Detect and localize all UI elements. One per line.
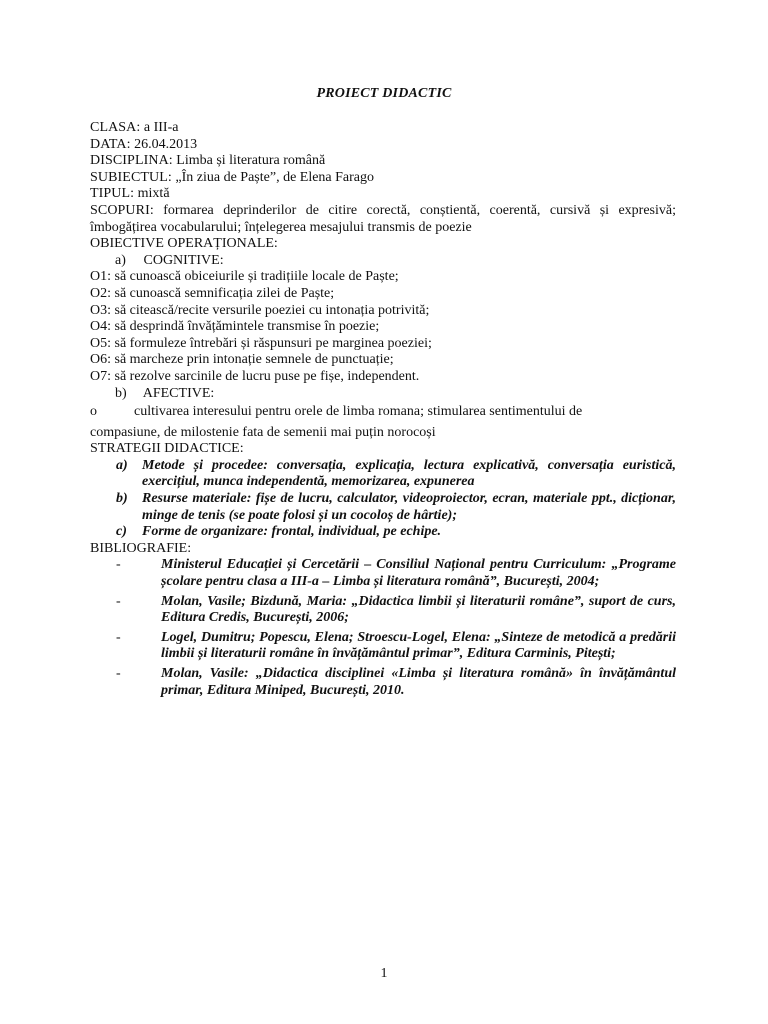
strategy-marker: b) xyxy=(116,491,128,507)
objective-text: să rezolve sarcinile de lucru puse pe fișe, independent. xyxy=(114,368,420,384)
dash-bullet-icon: - xyxy=(116,557,121,573)
disciplina-label: DISCIPLINA: xyxy=(90,153,173,169)
subiectul-line xyxy=(90,170,676,187)
objective-text: să cunoască semnificația zilei de Paște; xyxy=(114,285,335,301)
bibliography-item xyxy=(90,557,676,590)
objective-code: O2: xyxy=(90,285,111,301)
objective-code: O4: xyxy=(90,319,111,335)
objective-text: să marcheze prin intonație semnele de punctuație; xyxy=(114,352,394,368)
cognitive-subheading xyxy=(90,253,676,270)
strategy-marker: c) xyxy=(116,524,127,540)
dash-bullet-icon: - xyxy=(116,666,121,681)
bullet-circle-icon: o xyxy=(90,404,97,420)
affective-subheading xyxy=(90,386,676,403)
strategy-item xyxy=(90,491,676,524)
disciplina-line xyxy=(90,153,676,170)
bibliography-item xyxy=(90,594,676,627)
objective-item xyxy=(90,269,676,286)
page-number: 1 xyxy=(380,966,388,981)
strategy-text: Metode și procedee: conversația, explicația, lectura explicativă, conversația euristică, exercițiul, munca independentă, memorizarea, expunerea xyxy=(142,457,676,490)
bibliography-text: Ministerul Educației și Cercetării – Consiliul Național pentru Curriculum: „Programe școlare pentru clasa a III-a – Limba și literatura română”, București, 2004; xyxy=(161,557,676,590)
objective-text: să cunoască obiceiurile și tradițiile locale de Paște; xyxy=(114,269,399,285)
clasa-line xyxy=(90,120,676,137)
tipul-value: mixtă xyxy=(137,186,170,202)
clasa-value: a III-a xyxy=(143,120,179,135)
affective-label: AFECTIVE: xyxy=(142,385,215,401)
clasa-label: CLASA: xyxy=(90,120,141,135)
objective-code: O5: xyxy=(90,335,111,351)
objective-item xyxy=(90,303,676,320)
scopuri-paragraph xyxy=(90,203,676,236)
document-body xyxy=(90,120,676,699)
bibliography-text: Molan, Vasile: „Didactica disciplinei «Limba și literatura română» în învățământul primar, Editura Miniped, București, 2010. xyxy=(161,666,676,698)
objective-item xyxy=(90,319,676,336)
objective-code: O6: xyxy=(90,352,111,368)
strategy-text: Forme de organizare: frontal, individual, pe echipe. xyxy=(142,524,442,540)
tipul-line xyxy=(90,186,676,203)
document-title: PROIECT DIDACTIC xyxy=(316,86,452,101)
bibliography-heading: BIBLIOGRAFIE: xyxy=(90,540,192,556)
affective-text-line2: compasiune, de milostenie fata de semenii mai puțin norocoși xyxy=(90,424,436,440)
data-value: 26.04.2013 xyxy=(134,136,198,152)
subiectul-value: „În ziua de Paște”, de Elena Farago xyxy=(175,169,375,185)
objective-item xyxy=(90,286,676,303)
objective-code: O1: xyxy=(90,269,111,285)
bibliography-text: Logel, Dumitru; Popescu, Elena; Stroescu-Logel, Elena: „Sinteze de metodică a predării limbii și literaturii române în învățământul primar”, Editura Carminis, Pitești; xyxy=(161,629,676,662)
strategy-item xyxy=(90,524,676,541)
subiectul-label: SUBIECTUL: xyxy=(90,169,172,185)
affective-marker: b) xyxy=(115,385,127,401)
tipul-label: TIPUL: xyxy=(90,186,135,202)
strategy-text: Resurse materiale: fișe de lucru, calculator, videoproiector, ecran, materiale ppt., dicționar, minge de tenis (se poate folosi și un cocoloș de hârtie); xyxy=(142,491,676,523)
objective-item xyxy=(90,369,676,386)
bibliography-item xyxy=(90,630,676,663)
data-label: DATA: xyxy=(90,136,131,152)
bibliography-text: Molan, Vasile; Bizdună, Maria: „Didactica limbii și literaturii române”, suport de curs, Editura Credis, București, 2006; xyxy=(161,593,676,626)
strategies-heading: STRATEGII DIDACTICE: xyxy=(90,441,244,457)
objective-item xyxy=(90,352,676,369)
scopuri-label: SCOPURI: xyxy=(90,202,154,218)
objective-text: să formuleze întrebări și răspunsuri pe marginea poeziei; xyxy=(114,335,432,351)
disciplina-value: Limba și literatura română xyxy=(176,153,326,169)
bibliography-item xyxy=(90,666,676,699)
dash-bullet-icon: - xyxy=(116,593,121,609)
objective-item xyxy=(90,336,676,353)
strategy-item xyxy=(90,458,676,491)
dash-bullet-icon: - xyxy=(116,629,121,645)
strategy-marker: a) xyxy=(116,457,128,473)
objective-code: O7: xyxy=(90,368,111,384)
objective-text: să desprindă învățămintele transmise în poezie; xyxy=(114,319,380,335)
objectives-heading: OBIECTIVE OPERAȚIONALE: xyxy=(90,236,278,252)
objective-code: O3: xyxy=(90,302,111,318)
affective-item xyxy=(90,404,676,421)
objective-text: să citească/recite versurile poeziei cu intonația potrivită; xyxy=(114,302,430,318)
scopuri-value: formarea deprinderilor de citire corectă, conștientă, coerentă, cursivă și expresivă; îmbogățirea vocabularului; înțelegerea mesajului transmis de poezie xyxy=(90,202,676,235)
affective-text-line1: cultivarea interesului pentru orele de limba romana; stimularea sentimentului de xyxy=(134,404,583,420)
cognitive-marker: a) xyxy=(115,252,126,268)
data-line xyxy=(90,137,676,154)
cognitive-label: COGNITIVE: xyxy=(143,252,224,268)
